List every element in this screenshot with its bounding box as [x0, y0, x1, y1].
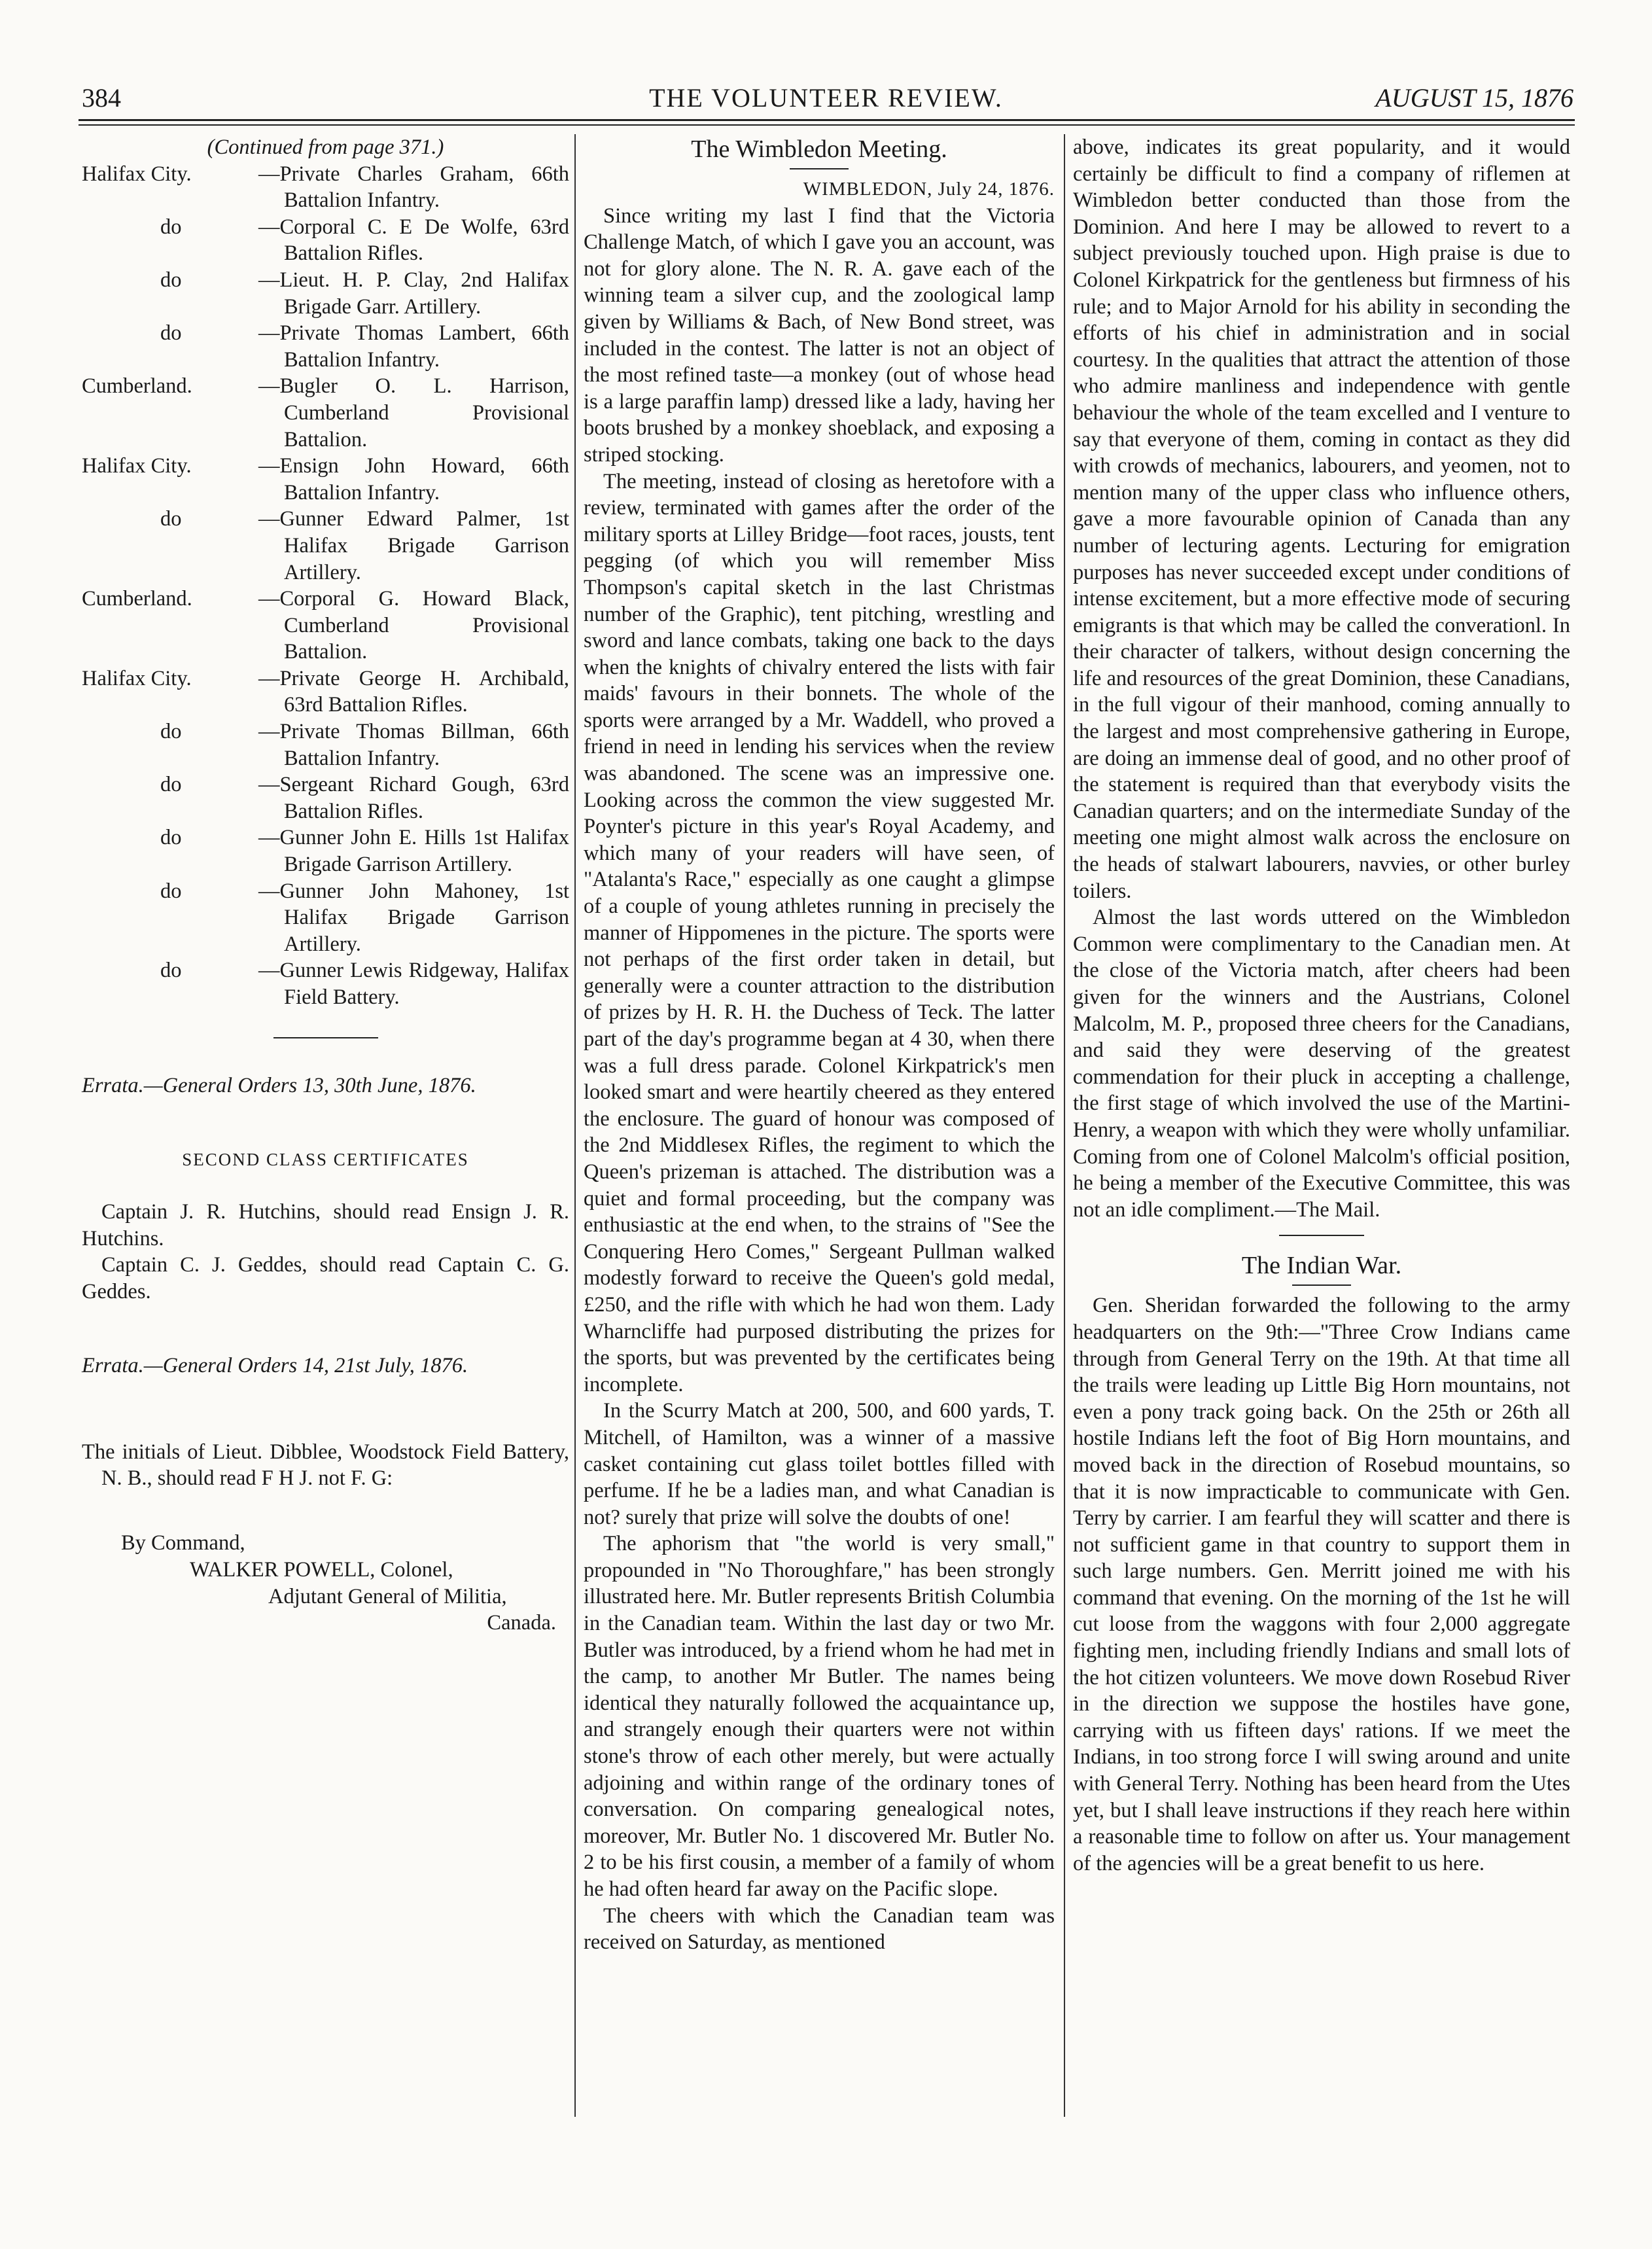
promotion-text: —Private Thomas Billman, 66th Battalion Infantry.	[258, 720, 569, 770]
certificates-heading: SECOND CLASS CERTIFICATES	[182, 1149, 469, 1169]
signature-name: WALKER POWELL, Colonel,	[190, 1558, 453, 1582]
article-heading: The Wimbledon Meeting.	[691, 135, 947, 163]
promotion-place: do	[160, 773, 182, 797]
column-general-orders	[82, 134, 569, 1637]
promotion-text: —Private Thomas Lambert, 66th Battalion Infantry.	[258, 321, 569, 372]
section-rule	[1279, 1235, 1364, 1236]
errata-note: Errata.—General Orders 14, 21st July, 1876.	[82, 1354, 468, 1378]
signature-by-command: By Command,	[121, 1531, 245, 1555]
continued-note: (Continued from page 371.)	[207, 135, 444, 159]
promotion-entry	[82, 267, 569, 320]
promotion-text: —Lieut. H. P. Clay, 2nd Halifax Brigade Garr. Artillery.	[258, 268, 569, 319]
heading-rule	[790, 168, 849, 169]
column-divider	[574, 134, 576, 2117]
promotion-place: do	[160, 879, 182, 903]
correction-entry: Captain J. R. Hutchins, should read Ensign J. R. Hutchins.	[82, 1200, 569, 1250]
promotion-text: —Corporal G. Howard Black, Cumberland Provisional Battalion.	[258, 587, 569, 664]
promotion-entry	[82, 161, 569, 214]
promotion-entry	[82, 665, 569, 718]
article-paragraph: Almost the last words uttered on the Wimbledon Common were complimentary to the Canadian men. At the close of the Victoria match, after cheers had been given for the winners and the Austrians, Colonel Malcolm, M. P., proposed three cheers for the Canadians, and said they were deserving of the greatest commendation for their pluck in accepting a challenge, the first stage of which involved the use of the Martini-Henry, a weapon with which they were wholly unfamiliar. Coming from one of Colonel Malcolm's official position, he being a member of the Executive Committee, this was not an idle compliment.—The Mail.	[1073, 906, 1570, 1222]
article-paragraph: Since writing my last I find that the Victoria Challenge Match, of which I gave you an account, was not for glory alone. The N. R. A. gave each of the winning team a silver cup, and the zoological lamp given by Williams & Bach, of New Bond street, was included in the contest. The latter is not an object of the most refined taste—a monkey (out of whose head is a large paraffin lamp) dressed like a lady, having her boots brushed by a monkey shoeblack, and exposing a striped stocking.	[584, 204, 1055, 467]
page-number: 384	[82, 83, 121, 113]
promotion-text: —Gunner John E. Hills 1st Halifax Brigade Garrison Artillery.	[258, 826, 569, 877]
errata-note: Errata.—General Orders 13, 30th June, 1876.	[82, 1073, 476, 1097]
promotion-place: Halifax City.	[82, 454, 192, 478]
promotion-entry	[82, 824, 569, 877]
promotion-entry	[82, 506, 569, 586]
column-wimbledon	[584, 134, 1055, 1956]
promotion-place: do	[160, 826, 182, 850]
dateline: WIMBLEDON, July 24, 1876.	[803, 179, 1055, 200]
promotion-text: —Ensign John Howard, 66th Battalion Infantry.	[258, 454, 569, 505]
promotion-entry	[82, 453, 569, 506]
promotion-entry	[82, 373, 569, 453]
promotion-place: Halifax City.	[82, 666, 192, 690]
signature-place: Canada.	[487, 1611, 556, 1635]
promotion-text: —Gunner Lewis Ridgeway, Halifax Field Battery.	[258, 959, 569, 1009]
promotion-text: —Gunner Edward Palmer, 1st Halifax Brigade Garrison Artillery.	[258, 507, 569, 584]
correction-entry: Captain C. J. Geddes, should read Captain C. G. Geddes.	[82, 1253, 569, 1304]
article-paragraph: The cheers with which the Canadian team was received on Saturday, as mentioned	[584, 1904, 1055, 1955]
column-continuation	[1073, 134, 1570, 1877]
promotion-place: do	[160, 268, 182, 292]
promotion-text: —Sergeant Richard Gough, 63rd Battalion Rifles.	[258, 773, 569, 823]
promotion-entry	[82, 878, 569, 958]
promotion-place: Cumberland.	[82, 374, 192, 398]
promotion-entry	[82, 771, 569, 824]
promotion-place: do	[160, 215, 182, 239]
masthead-title: THE VOLUNTEER REVIEW.	[649, 83, 1003, 113]
correction-entry: The initials of Lieut. Dibblee, Woodstock Field Battery, N. B., should read F H J. not F. G:	[82, 1440, 569, 1491]
promotion-text: —Corporal C. E De Wolfe, 63rd Battalion Rifles.	[258, 215, 569, 266]
article-paragraph: In the Scurry Match at 200, 500, and 600 yards, T. Mitchell, of Hamilton, was a winner of a massive casket containing cut glass toilet bottles filled with perfume. If he be a ladies man, and what Canadian is not? surely that prize will solve the doubts of one!	[584, 1399, 1055, 1529]
promotion-place: Halifax City.	[82, 162, 192, 186]
promotion-text: —Private Charles Graham, 66th Battalion Infantry.	[258, 162, 569, 213]
promotion-place: do	[160, 507, 182, 531]
promotion-place: do	[160, 959, 182, 983]
promotion-entry	[82, 586, 569, 665]
header-rule	[79, 119, 1575, 121]
promotion-place: do	[160, 321, 182, 345]
article-heading: The Indian War.	[1241, 1252, 1402, 1280]
promotion-entry	[82, 718, 569, 771]
section-rule	[273, 1037, 378, 1038]
article-paragraph: above, indicates its great popularity, and it would certainly be difficult to find a company of riflemen at Wimbledon better conducted than those from the Dominion. And here I may be allowed to revert to a subject previously touched upon. High praise is due to Colonel Kirkpatrick for the gentleness but firmness of his rule; and to Major Arnold for his ability in seconding the efforts of his chief in administration and in social courtesy. In the qualities that attract the attention of those who admire manliness and independence with gentle behaviour the whole of the team excelled and I venture to say that everyone of them, coming in contact as they did with crowds of mechanics, labourers, and yeomen, not to mention many of the upper class who influence others, gave a more favourable opinion of Canada than any number of lecturing agents. Lecturing for emigration purposes has never succeeded except under conditions of intense excitement, but a more effective mode of securing emigrants is that which may be called the converationl. In their character of talkers, without design concerning the life and resources of the great Dominion, these Canadians, in the full vigour of their manhood, coming annually to the largest and most comprehensive gathering in Europe, are doing an immense deal of good, and no other proof of the statement is required than that everybody visits the Canadian quarters; and on the intermediate Sunday of the meeting one might almost walk across the enclosure on the heads of stalwart labourers, navvies, or other burley toilers.	[1073, 135, 1570, 903]
header-rule-thin	[79, 124, 1575, 126]
heading-rule	[1292, 1284, 1351, 1286]
signature-title: Adjutant General of Militia,	[268, 1584, 507, 1608]
promotion-text: —Private George H. Archibald, 63rd Battalion Rifles.	[258, 666, 569, 717]
promotion-place: Cumberland.	[82, 587, 192, 611]
promotion-list	[82, 161, 569, 1011]
article-paragraph: The aphorism that "the world is very small," propounded in "No Thoroughfare," has been strongly illustrated here. Mr. Butler represents British Columbia in the Canadian team. Within the last day or two Mr. Butler was introduced, by a friend whom he had met in the camp, to another Mr Butler. The names being identical they naturally followed the acquaintance up, and strangely enough their quarters were not within stone's throw of each other merely, but were actually adjoining and within range of the ordinary tones of conversation. On comparing genealogical notes, moreover, Mr. Butler No. 1 discovered Mr. Butler No. 2 to be his first cousin, a member of a family of whom he had often heard far away on the Pacific slope.	[584, 1532, 1055, 1901]
issue-date: AUGUST 15, 1876	[1375, 83, 1573, 113]
promotion-entry	[82, 214, 569, 267]
article-paragraph: Gen. Sheridan forwarded the following to the army headquarters on the 9th:—"Three Crow Indians came through from General Terry on the 19th. At that time all the trails were leading up Little Big Horn mountains, not even a pony track going back. On the 25th or 26th all hostile Indians left the foot of Big Horn mountains, and moved back in the direction of Rosebud mountains, so that it is now impracticable to communicate with Gen. Terry by carrier. I am fearful they will scatter and there is not sufficient game in that country to support them in such large numbers. Gen. Merritt joined me with his command that evening. On the morning of the 1st he will cut loose from the waggons with four 2,000 aggregate fighting men, including friendly Indians and small lots of the hot citizen volunteers. We move down Rosebud River in the direction we suppose the hostiles have gone, carrying with us fifteen days' rations. If we meet the Indians, in too strong force I will swing around and unite with General Terry. Nothing has been heard from the Utes yet, but I shall leave instructions if they reach here within a reasonable time to follow on after us. Your management of the agencies will be a great benefit to us here.	[1073, 1294, 1570, 1875]
promotion-text: —Gunner John Mahoney, 1st Halifax Brigade Garrison Artillery.	[258, 879, 569, 956]
article-paragraph: The meeting, instead of closing as heretofore with a review, terminated with games after the order of the military sports at Lilley Bridge—foot races, jousts, tent pegging (of which you will remember Miss Thompson's capital sketch in the last Christmas number of the Graphic), tent pitching, wrestling and sword and lance combats, taking one back to the days when the knights of chivalry entered the lists with fair maids' favours in their bonnets. The whole of the sports were arranged by a Mr. Waddell, who proved a friend in need in lending his services when the review was abandoned. The scene was an impressive one. Looking across the common the view suggested Mr. Poynter's picture in this year's Royal Academy, and which many of your readers will have seen, of "Atalanta's Race," especially as one caught a glimpse of a couple of young athletes running in precisely the manner of Hippomenes in the picture. The sports were not perhaps of the first order taken in detail, but generally were a counter attraction to the distribution of prizes by H. R. H. the Duchess of Teck. The latter part of the day's programme began at 4 30, when there was a full dress parade. Colonel Kirkpatrick's men looked smart and were heartily cheered as they entered the enclosure. The guard of honour was composed of the 2nd Middlesex Rifles, the regiment to which the Queen's prizeman is attached. The distribution was a quiet and formal proceeding, but the company was enthusiastic at the end when, to the strains of "See the Conquering Hero Comes," Sergeant Pullman walked modestly forward to receive the Queen's gold medal, £250, and the rifle with which he had won them. Lady Wharncliffe had purposed distributing the prizes for the sports, but was prevented by the certificates being incomplete.	[584, 469, 1055, 1396]
column-divider	[1064, 134, 1065, 2117]
promotion-text: —Bugler O. L. Harrison, Cumberland Provisional Battalion.	[258, 374, 569, 452]
promotion-place: do	[160, 720, 182, 744]
promotion-entry	[82, 320, 569, 373]
promotion-entry	[82, 957, 569, 1010]
